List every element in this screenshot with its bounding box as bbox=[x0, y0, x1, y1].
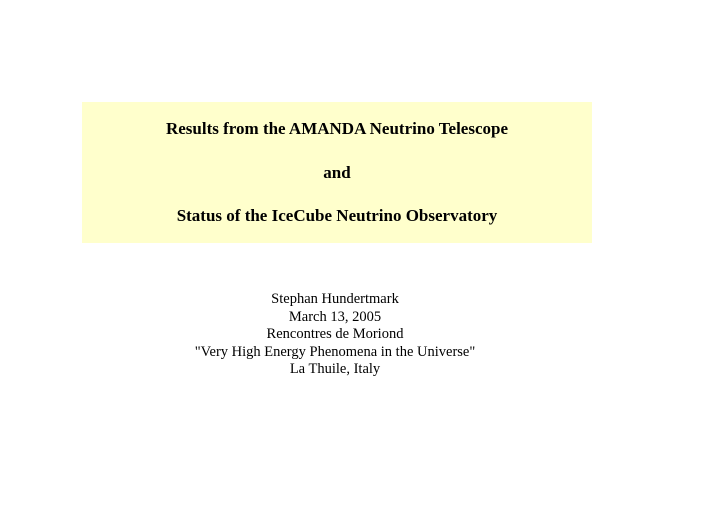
presentation-date: March 13, 2005 bbox=[288, 308, 382, 325]
author-name: Stephan Hundertmark bbox=[271, 291, 399, 307]
location: La Thuile, Italy bbox=[289, 361, 381, 378]
event-name: Rencontres de Moriond bbox=[266, 326, 404, 343]
info-block bbox=[100, 291, 570, 379]
session-name: "Very High Energy Phenomena in the Universe" bbox=[194, 343, 476, 360]
title-box bbox=[82, 102, 592, 243]
title-line-2: and bbox=[323, 163, 351, 182]
title-line-1: Results from the AMANDA Neutrino Telescope bbox=[165, 119, 509, 138]
title-line-3: Status of the IceCube Neutrino Observatory bbox=[176, 206, 498, 225]
